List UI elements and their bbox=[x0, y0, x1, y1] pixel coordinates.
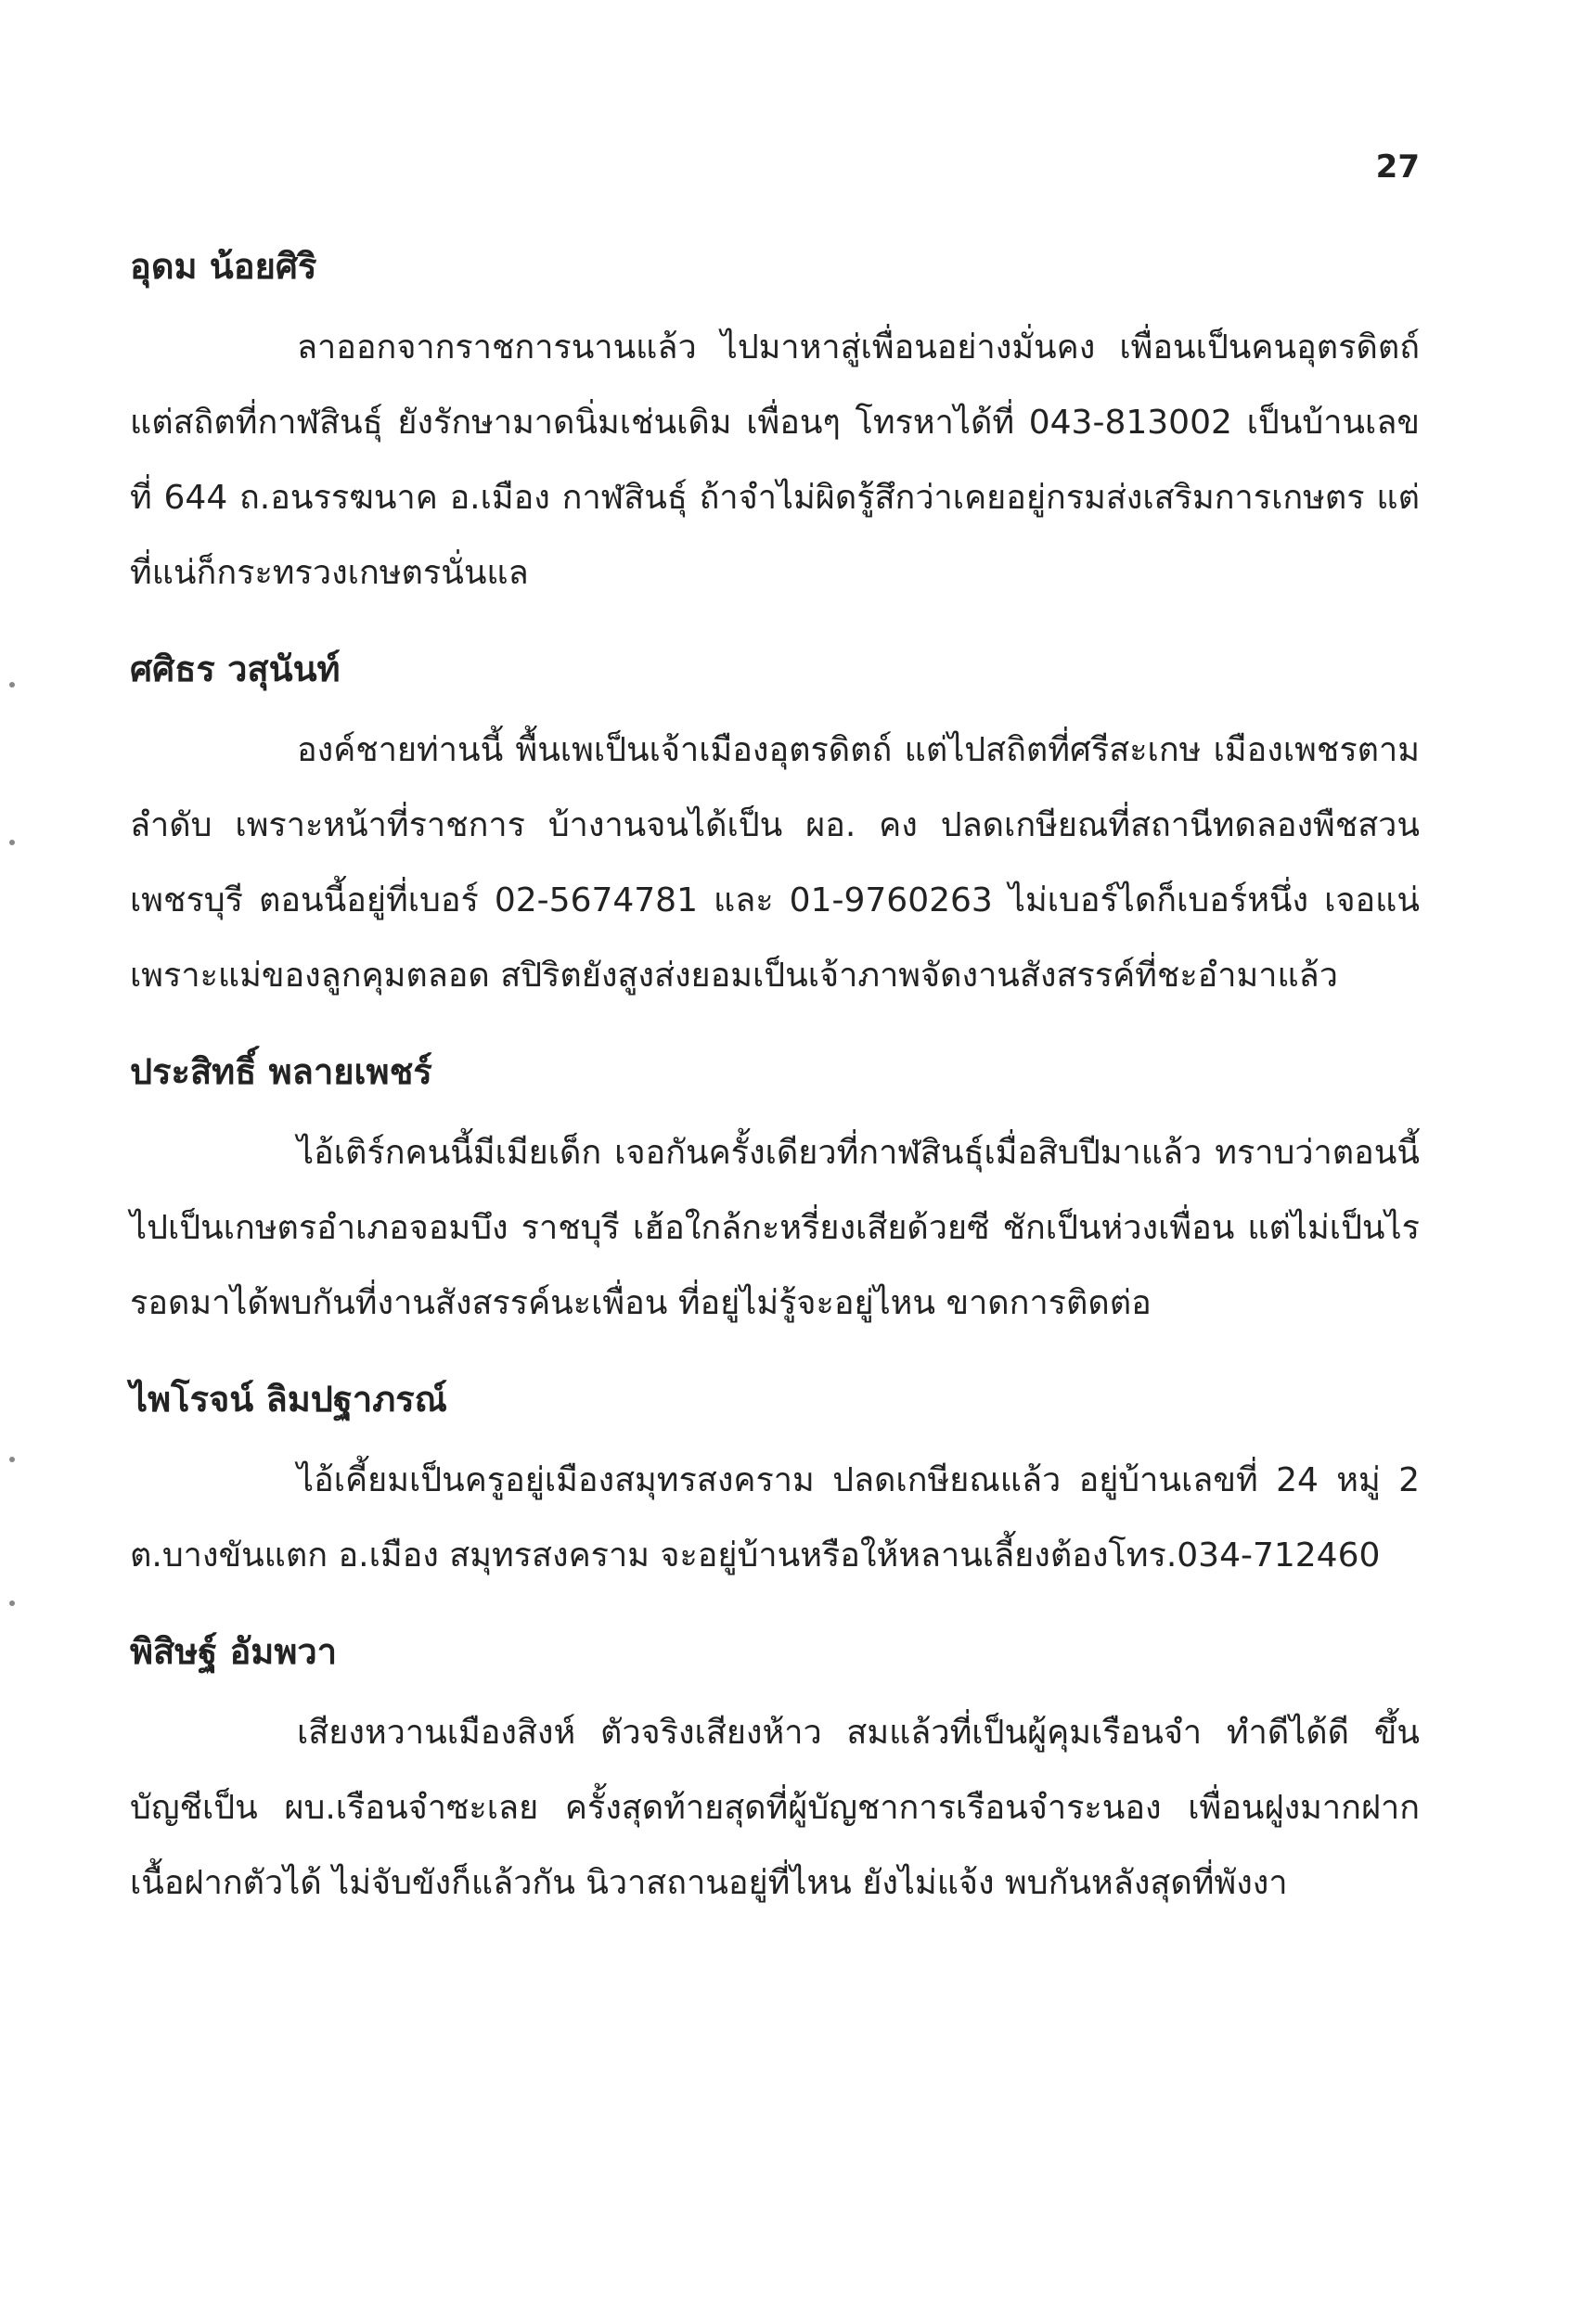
margin-dot bbox=[9, 1457, 15, 1462]
entry-paragraph: องค์ชายท่านนี้ พื้นเพเป็นเจ้าเมืองอุตรดิตถ์ แต่ไปสถิตที่ศรีสะเกษ เมืองเพชรตามลำดับ เพราะหน้าที่ราชการ บ้างานจนได้เป็น ผอ. คง ปลดเกษียณที่สถานีทดลองพืชสวนเพชรบุรี ตอนนี้อยู่ที่เบอร์ 02-5674781 และ 01-9760263 ไม่เบอร์ไดก็เบอร์หนึ่ง เจอแน่ เพราะแม่ของลูกคุมตลอด สปิริตยังสูงส่งยอมเป็นเจ้าภาพจัดงานสังสรรค์ที่ชะอำมาแล้ว bbox=[130, 731, 1420, 995]
entry-prasit bbox=[130, 1037, 1420, 1341]
entry-pairot bbox=[130, 1365, 1420, 1593]
page-number: 27 bbox=[1375, 148, 1420, 186]
entry-paragraph: ไอ้เคี้ยมเป็นครูอยู่เมืองสมุทรสงคราม ปลดเกษียณแล้ว อยู่บ้านเลขที่ 24 หมู่ 2 ต.บางขันแตก อ.เมือง สมุทรสงคราม จะอยู่บ้านหรือให้หลานเลี้ยงต้องโทร.034-712460 bbox=[130, 1461, 1420, 1575]
margin-dot bbox=[9, 682, 15, 688]
entry-name: อุดม น้อยศิริ bbox=[130, 246, 317, 287]
entry-name: ประสิทธิ์ พลายเพชร์ bbox=[130, 1051, 432, 1092]
entry-paragraph: ลาออกจากราชการนานแล้ว ไปมาหาสู่เพื่อนอย่างมั่นคง เพื่อนเป็นคนอุตรดิตถ์ แต่สถิตที่กาฬสินธุ์ ยังรักษามาดนิ่มเช่นเดิม เพื่อนๆ โทรหาได้ที่ 043-813002 เป็นบ้านเลขที่ 644 ถ.อนรรฆนาค อ.เมือง กาฬสินธุ์ ถ้าจำไม่ผิดรู้สึกว่าเคยอยู่กรมส่งเสริมการเกษตร แต่ที่แน่ก็กระทรวงเกษตรนั่นแล bbox=[130, 328, 1420, 592]
entry-name: ศศิธร วสุนันท์ bbox=[130, 649, 341, 689]
margin-dot bbox=[9, 840, 15, 845]
document-body bbox=[130, 232, 1420, 1945]
entry-udom bbox=[130, 232, 1420, 611]
entry-name: ไพโรจน์ ลิมปฐาภรณ์ bbox=[130, 1379, 447, 1420]
entry-name: พิสิษฐ์ อัมพวา bbox=[130, 1631, 338, 1672]
entry-paragraph: ไอ้เติร์กคนนี้มีเมียเด็ก เจอกันครั้งเดียวที่กาฬสินธุ์เมื่อสิบปีมาแล้ว ทราบว่าตอนนี้ไปเป็นเกษตรอำเภอจอมบึง ราชบุรี เฮ้อใกล้กะหรี่ยงเสียด้วยซี ชักเป็นห่วงเพื่อน แต่ไม่เป็นไร รอดมาได้พบกันที่งานสังสรรค์นะเพื่อน ที่อยู่ไม่รู้จะอยู่ไหน ขาดการติดต่อ bbox=[130, 1134, 1420, 1322]
margin-dot bbox=[9, 1600, 15, 1606]
entry-sasithon bbox=[130, 635, 1420, 1013]
entry-pisit bbox=[130, 1617, 1420, 1921]
entry-paragraph: เสียงหวานเมืองสิงห์ ตัวจริงเสียงห้าว สมแล้วที่เป็นผู้คุมเรือนจำ ทำดีได้ดี ขึ้นบัญชีเป็น ผบ.เรือนจำซะเลย ครั้งสุดท้ายสุดที่ผู้บัญชาการเรือนจำระนอง เพื่อนฝูงมากฝากเนื้อฝากตัวได้ ไม่จับขังก็แล้วกัน นิวาสถานอยู่ที่ไหน ยังไม่แจ้ง พบกันหลังสุดที่พังงา bbox=[130, 1714, 1420, 1902]
